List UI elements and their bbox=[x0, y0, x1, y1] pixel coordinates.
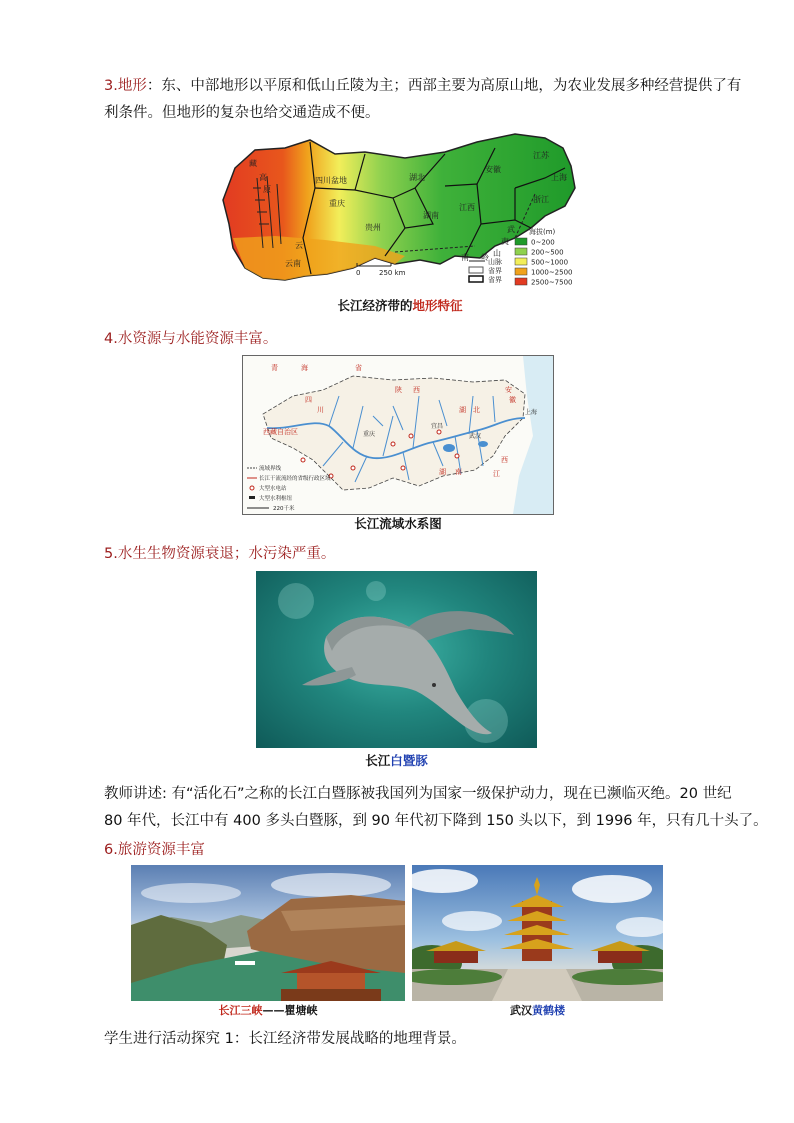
dolphin-caption bbox=[256, 751, 537, 769]
svg-text:浙江: 浙江 bbox=[533, 195, 549, 204]
svg-text:夷: 夷 bbox=[501, 237, 509, 246]
elevation-swatch bbox=[515, 248, 527, 255]
svg-text:省: 省 bbox=[355, 364, 362, 372]
terrain-map-caption bbox=[215, 296, 585, 314]
svg-text:徽: 徽 bbox=[509, 396, 516, 404]
three-gorges-graphic bbox=[131, 865, 405, 1001]
elevation-swatch bbox=[515, 278, 527, 285]
water-map-graphic bbox=[243, 356, 553, 514]
elevation-label: 200~500 bbox=[531, 248, 564, 257]
water-legend-hydro: 大型水电站 bbox=[259, 486, 287, 492]
svg-text:海: 海 bbox=[301, 364, 308, 372]
water-legend-provinces: 长江干流流经的省级行政区域 bbox=[259, 476, 331, 482]
yellow-crane-caption-highlight: 黄鹤楼 bbox=[532, 1004, 565, 1017]
svg-text:武: 武 bbox=[507, 225, 515, 234]
terrain-scale-bar bbox=[356, 263, 406, 277]
terrain-scale-zero: 0 bbox=[356, 269, 361, 277]
svg-text:湖: 湖 bbox=[459, 406, 466, 414]
svg-text:湖北: 湖北 bbox=[409, 173, 425, 182]
section-3-paragraph bbox=[104, 76, 742, 123]
terrain-caption-highlight: 地形特征 bbox=[412, 298, 463, 313]
section-3-text-1: ：东、中部地形以平原和低山丘陵为主；西部主要为高原山地，为农业发展多种经营提供了有 bbox=[146, 78, 742, 94]
svg-text:重庆: 重庆 bbox=[329, 199, 345, 208]
three-gorges-caption-red: 长江三峡 bbox=[218, 1004, 263, 1017]
terrain-line-legend-border-1: 省界 bbox=[488, 267, 502, 275]
teacher-line-1: 教师讲述: 有“活化石”之称的长江白暨豚被我国列为国家一级保护动力，现在已濒临灭绝。20 世纪 bbox=[104, 786, 732, 802]
three-gorges-caption-rest: ——瞿塘峡 bbox=[262, 1004, 318, 1017]
terrain-map-graphic bbox=[215, 128, 585, 291]
three-gorges-photo bbox=[131, 865, 405, 1001]
svg-text:南: 南 bbox=[461, 253, 469, 262]
water-legend-boundary: 流域界线 bbox=[259, 466, 282, 472]
section-5-heading: 5.水生生物资源衰退；水污染严重。 bbox=[104, 546, 336, 562]
elevation-swatch bbox=[515, 258, 527, 265]
svg-text:湖: 湖 bbox=[439, 468, 446, 476]
svg-text:原: 原 bbox=[263, 185, 271, 194]
dolphin-caption-highlight: 白暨豚 bbox=[390, 753, 428, 768]
elevation-label: 500~1000 bbox=[531, 258, 569, 267]
svg-text:安徽: 安徽 bbox=[485, 165, 501, 174]
section-4-heading: 4.水资源与水能资源丰富。 bbox=[104, 331, 278, 347]
svg-text:云: 云 bbox=[295, 241, 303, 250]
section-3-label: 地形 bbox=[117, 78, 147, 94]
svg-text:四: 四 bbox=[305, 396, 312, 404]
svg-text:上海: 上海 bbox=[525, 409, 538, 416]
svg-text:武汉: 武汉 bbox=[469, 433, 482, 440]
svg-text:岭: 岭 bbox=[481, 253, 489, 262]
terrain-map bbox=[215, 128, 585, 291]
svg-text:贵州: 贵州 bbox=[365, 223, 381, 232]
three-gorges-caption bbox=[131, 1002, 405, 1018]
svg-text:四川盆地: 四川盆地 bbox=[315, 176, 347, 185]
svg-text:西藏自治区: 西藏自治区 bbox=[263, 428, 298, 436]
yellow-crane-caption-prefix: 武汉 bbox=[510, 1004, 532, 1017]
svg-text:北: 北 bbox=[473, 406, 480, 414]
dolphin-graphic bbox=[256, 571, 537, 748]
elevation-label: 2500~7500 bbox=[531, 278, 573, 287]
water-legend-scale: 220千米 bbox=[273, 506, 295, 512]
yellow-crane-tower-graphic bbox=[412, 865, 663, 1001]
svg-text:安: 安 bbox=[505, 386, 512, 394]
water-legend-dam: 大型水利枢纽 bbox=[259, 496, 293, 502]
terrain-elevation-legend bbox=[515, 227, 573, 287]
svg-text:西: 西 bbox=[413, 386, 420, 394]
elevation-swatch bbox=[515, 238, 527, 245]
terrain-line-legend-border-2: 省界 bbox=[488, 276, 502, 284]
svg-text:南: 南 bbox=[455, 468, 462, 476]
yellow-crane-tower-caption bbox=[412, 1002, 663, 1018]
svg-text:山: 山 bbox=[493, 249, 501, 258]
baiji-dolphin-photo bbox=[256, 571, 537, 748]
section-3-text-2: 利条件。但地形的复杂也给交通造成不便。 bbox=[104, 105, 380, 121]
svg-text:青: 青 bbox=[271, 364, 278, 372]
terrain-legend-title: 海拔(m) bbox=[529, 228, 556, 236]
svg-text:江: 江 bbox=[493, 470, 500, 478]
teacher-line-2: 80 年代，长江中有 400 多头白暨豚，到 90 年代初下降到 150 头以下，到 1996 年，只有几十头了。 bbox=[104, 813, 768, 829]
terrain-caption-prefix: 长江经济带的 bbox=[337, 298, 413, 313]
activity-line: 学生进行活动探究 1：长江经济带发展战略的地理背景。 bbox=[104, 1031, 466, 1047]
svg-text:江西: 江西 bbox=[459, 203, 475, 212]
dolphin-caption-prefix: 长江 bbox=[365, 753, 391, 768]
water-map-caption: 长江流域水系图 bbox=[354, 516, 442, 531]
svg-text:藏: 藏 bbox=[249, 159, 257, 168]
section-3-number: 3. bbox=[104, 78, 118, 94]
elevation-label: 0~200 bbox=[531, 238, 555, 247]
elevation-label: 1000~2500 bbox=[531, 268, 573, 277]
svg-text:川: 川 bbox=[317, 406, 324, 414]
svg-text:湖南: 湖南 bbox=[423, 211, 439, 220]
svg-text:江苏: 江苏 bbox=[533, 151, 549, 160]
svg-text:陕: 陕 bbox=[395, 386, 402, 394]
svg-text:云南: 云南 bbox=[285, 259, 301, 268]
yellow-crane-tower-photo bbox=[412, 865, 663, 1001]
svg-text:高: 高 bbox=[259, 173, 267, 182]
water-system-map bbox=[242, 355, 554, 515]
teacher-narrative bbox=[104, 784, 768, 831]
section-3-line-1 bbox=[104, 76, 742, 96]
elevation-swatch bbox=[515, 268, 527, 275]
terrain-line-legend-mountain: 山脉 bbox=[488, 258, 502, 266]
terrain-scale-dist: 250 km bbox=[379, 269, 406, 277]
section-6-heading: 6.旅游资源丰富 bbox=[104, 842, 205, 858]
svg-text:宜昌: 宜昌 bbox=[431, 423, 444, 430]
svg-text:上海: 上海 bbox=[551, 173, 567, 182]
svg-text:重庆: 重庆 bbox=[363, 431, 376, 438]
svg-text:西: 西 bbox=[501, 456, 508, 464]
